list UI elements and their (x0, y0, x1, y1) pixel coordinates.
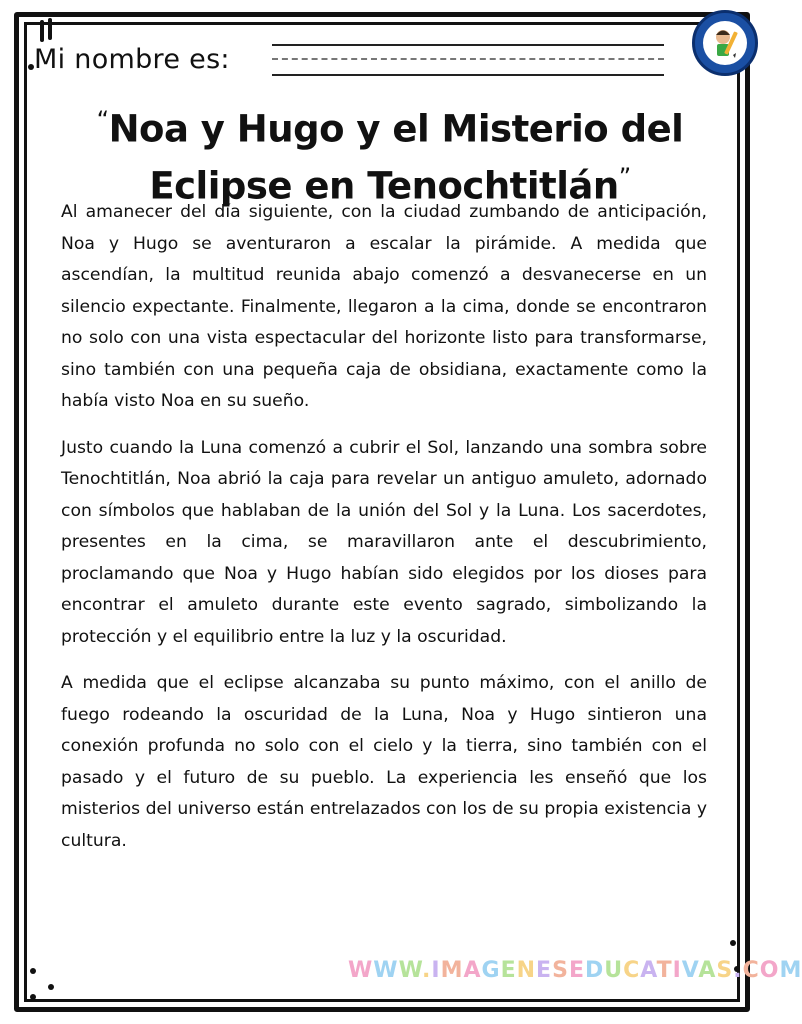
watermark-letter: O (759, 958, 780, 983)
watermark-letter: N (516, 958, 537, 983)
title-close-quote: ” (618, 163, 631, 192)
name-row (34, 44, 230, 75)
watermark-letter: C (742, 958, 760, 983)
watermark-letter: G (481, 958, 501, 983)
watermark-letter: A (463, 958, 482, 983)
watermark-letter: A (698, 958, 717, 983)
watermark-letter: . (733, 958, 743, 983)
watermark-letter: V (681, 958, 699, 983)
corner-dot (730, 940, 736, 946)
writing-line-base (272, 74, 664, 76)
kid-with-pencil-logo-icon (695, 13, 755, 73)
website-watermark (348, 958, 802, 983)
watermark-letter: E (500, 958, 517, 983)
title-open-quote: “ (96, 106, 109, 134)
border-tick (40, 20, 44, 42)
watermark-letter: I (672, 958, 682, 983)
watermark-letter: . (422, 958, 432, 983)
watermark-letter: U (604, 958, 624, 983)
logo (692, 10, 758, 76)
watermark-letter: T (656, 958, 673, 983)
corner-dot (30, 994, 36, 1000)
watermark-letter: W (398, 958, 423, 983)
watermark-letter: E (536, 958, 553, 983)
watermark-letter: C (623, 958, 641, 983)
watermark-letter: I (431, 958, 441, 983)
paragraph: Al amanecer del día siguiente, con la ciudad zumbando de anticipación, Noa y Hugo se aventuraron a escalar la pirámide. A medida que ascendían, la multitud reunida abajo comenzó a desvanecerse en un silencio expectante. Finalmente, llegaron a la cima, donde se encontraron no solo con una vista espectacular del horizonte listo para transformarse, sino también con una pequeña caja de obsidiana, exactamente como la había visto Noa en su sueño. (61, 202, 707, 411)
watermark-letter: S (716, 958, 734, 983)
corner-dot (30, 968, 36, 974)
story-body (61, 197, 707, 872)
paragraph: A medida que el eclipse alcanzaba su punto máximo, con el anillo de fuego rodeando la oscuridad de la Luna, Noa y Hugo sintieron una conexión profunda no solo con el cielo y la tierra, sino también con el pasado y el futuro de su pueblo. La experiencia les enseñó que los misterios del universo están entrelazados con los de su propia existencia y cultura. (61, 673, 707, 851)
border-tick (48, 18, 52, 40)
watermark-letter: W (348, 958, 374, 983)
writing-line-mid (272, 58, 664, 60)
watermark-letter: M (440, 958, 464, 983)
watermark-letter: D (584, 958, 605, 983)
watermark-letter: S (552, 958, 569, 983)
watermark-letter: W (373, 958, 399, 983)
corner-dot (48, 984, 54, 990)
paragraph: Justo cuando la Luna comenzó a cubrir el Sol, lanzando una sombra sobre Tenochtitlán, Noa abrió la caja para revelar un antiguo amuleto, adornado con símbolos que hablaban de la unión del Sol y la Luna. Los sacerdotes, presentes en la cima, se maravillaron ante el descubrimiento, proclamando que Noa y Hugo habían sido elegidos por los dioses para encontrar el amuleto durante este evento sagrado, simbolizando la protección y el equilibrio entre la luz y la oscuridad. (61, 437, 707, 647)
name-label: Mi nombre es: (34, 44, 230, 75)
watermark-letter: M (779, 958, 802, 983)
writing-line-top (272, 44, 664, 46)
name-writing-lines[interactable] (272, 44, 664, 78)
story-title (60, 96, 720, 211)
watermark-letter: A (640, 958, 657, 983)
title-text: Noa y Hugo y el Misterio del Eclipse en Tenochtitlán (108, 107, 684, 208)
watermark-letter: E (568, 958, 585, 983)
